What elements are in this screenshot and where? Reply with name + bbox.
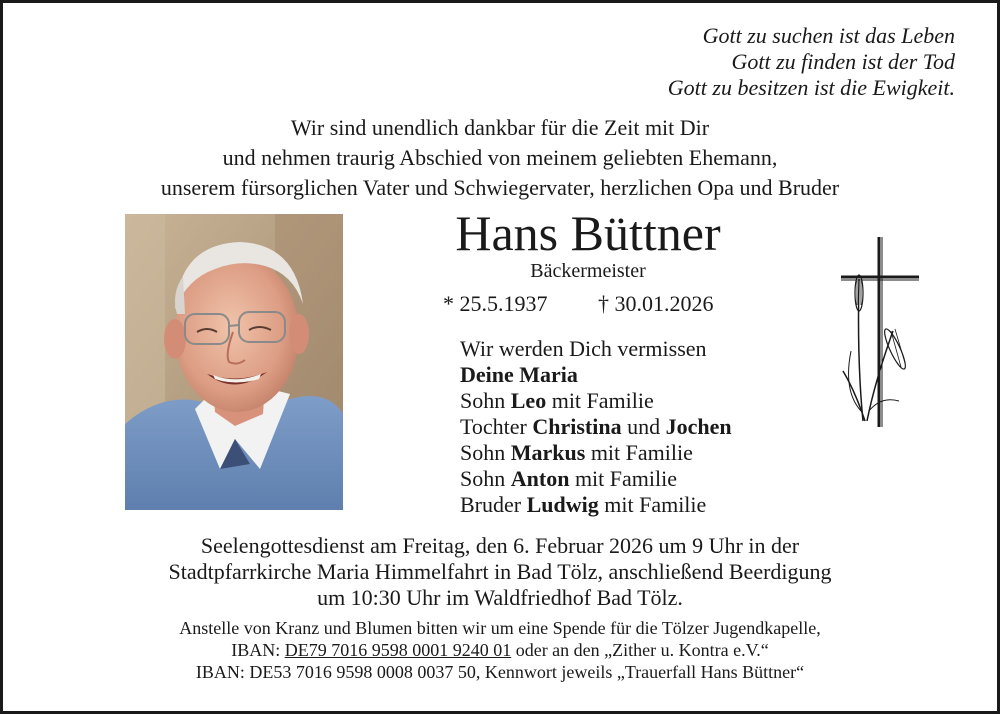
mourner-name: Markus xyxy=(510,440,586,465)
mourner-suffix: und xyxy=(621,414,666,439)
mourner-suffix: mit Familie xyxy=(598,492,707,517)
service-announcement xyxy=(3,533,997,611)
mourners-opening: Wir werden Dich vermissen xyxy=(460,336,707,361)
motto-line: Gott zu besitzen ist die Ewigkeit. xyxy=(667,75,955,100)
mourner-relation: Sohn xyxy=(460,388,511,413)
intro-line: unserem fürsorglichen Vater und Schwiegervater, herzlichen Opa und Bruder xyxy=(160,175,840,200)
mourner-suffix: mit Familie xyxy=(546,388,654,413)
intro-text xyxy=(3,113,997,203)
iban-label: IBAN: xyxy=(231,640,285,660)
intro-line: Wir sind unendlich dankbar für die Zeit mit Dir xyxy=(290,115,710,140)
mourner-relation: Bruder xyxy=(460,492,527,517)
mourner-name: Deine Maria xyxy=(460,362,578,387)
mourner-name: Jochen xyxy=(665,414,732,439)
mourner-name: Ludwig xyxy=(526,492,599,517)
motto-line: Gott zu finden ist der Tod xyxy=(731,49,955,74)
portrait-photo xyxy=(125,214,343,510)
service-line: Seelengottesdienst am Freitag, den 6. Februar 2026 um 9 Uhr in der xyxy=(200,533,800,558)
donation-line xyxy=(3,639,997,661)
mourner-line xyxy=(460,388,732,414)
donation-request xyxy=(3,617,997,683)
death-date: † 30.01.2026 xyxy=(598,291,714,316)
intro-line: und nehmen traurig Abschied von meinem geliebten Ehemann, xyxy=(222,145,778,170)
mourner-relation: Sohn xyxy=(460,466,511,491)
donation-line: Anstelle von Kranz und Blumen bitten wir um eine Spende für die Tölzer Jugendkapelle, xyxy=(179,618,821,638)
mourner-line xyxy=(460,414,732,440)
iban-number: DE79 7016 9598 0001 9240 01 xyxy=(284,640,512,660)
mourner-name: Leo xyxy=(510,388,547,413)
deceased-name: Hans Büttner xyxy=(455,205,721,261)
cross-with-wheat-icon xyxy=(835,231,925,431)
mourner-line xyxy=(460,440,732,466)
mourner-line xyxy=(460,362,732,388)
service-line: um 10:30 Uhr im Waldfriedhof Bad Tölz. xyxy=(317,585,683,610)
donation-recipient: oder an den „Zither u. Kontra e.V.“ xyxy=(511,640,769,660)
motto-line: Gott zu suchen ist das Leben xyxy=(702,23,955,48)
mourner-name: Christina xyxy=(532,414,622,439)
mourners-list xyxy=(460,336,732,518)
mourner-relation: Sohn xyxy=(460,440,511,465)
mourner-relation: Tochter xyxy=(460,414,533,439)
service-line: Stadtpfarrkirche Maria Himmelfahrt in Bad Tölz, anschließend Beerdigung xyxy=(168,559,832,584)
mourner-line xyxy=(460,466,732,492)
birth-date: * 25.5.1937 xyxy=(443,291,548,316)
mourner-line xyxy=(460,492,732,518)
deceased-profession: Bäckermeister xyxy=(530,260,646,282)
mourner-name: Anton xyxy=(510,466,570,491)
motto xyxy=(668,23,955,101)
mourner-suffix: mit Familie xyxy=(569,466,677,491)
mourner-suffix: mit Familie xyxy=(585,440,693,465)
donation-line: IBAN: DE53 7016 9598 0008 0037 50, Kennwort jeweils „Trauerfall Hans Büttner“ xyxy=(195,662,805,682)
